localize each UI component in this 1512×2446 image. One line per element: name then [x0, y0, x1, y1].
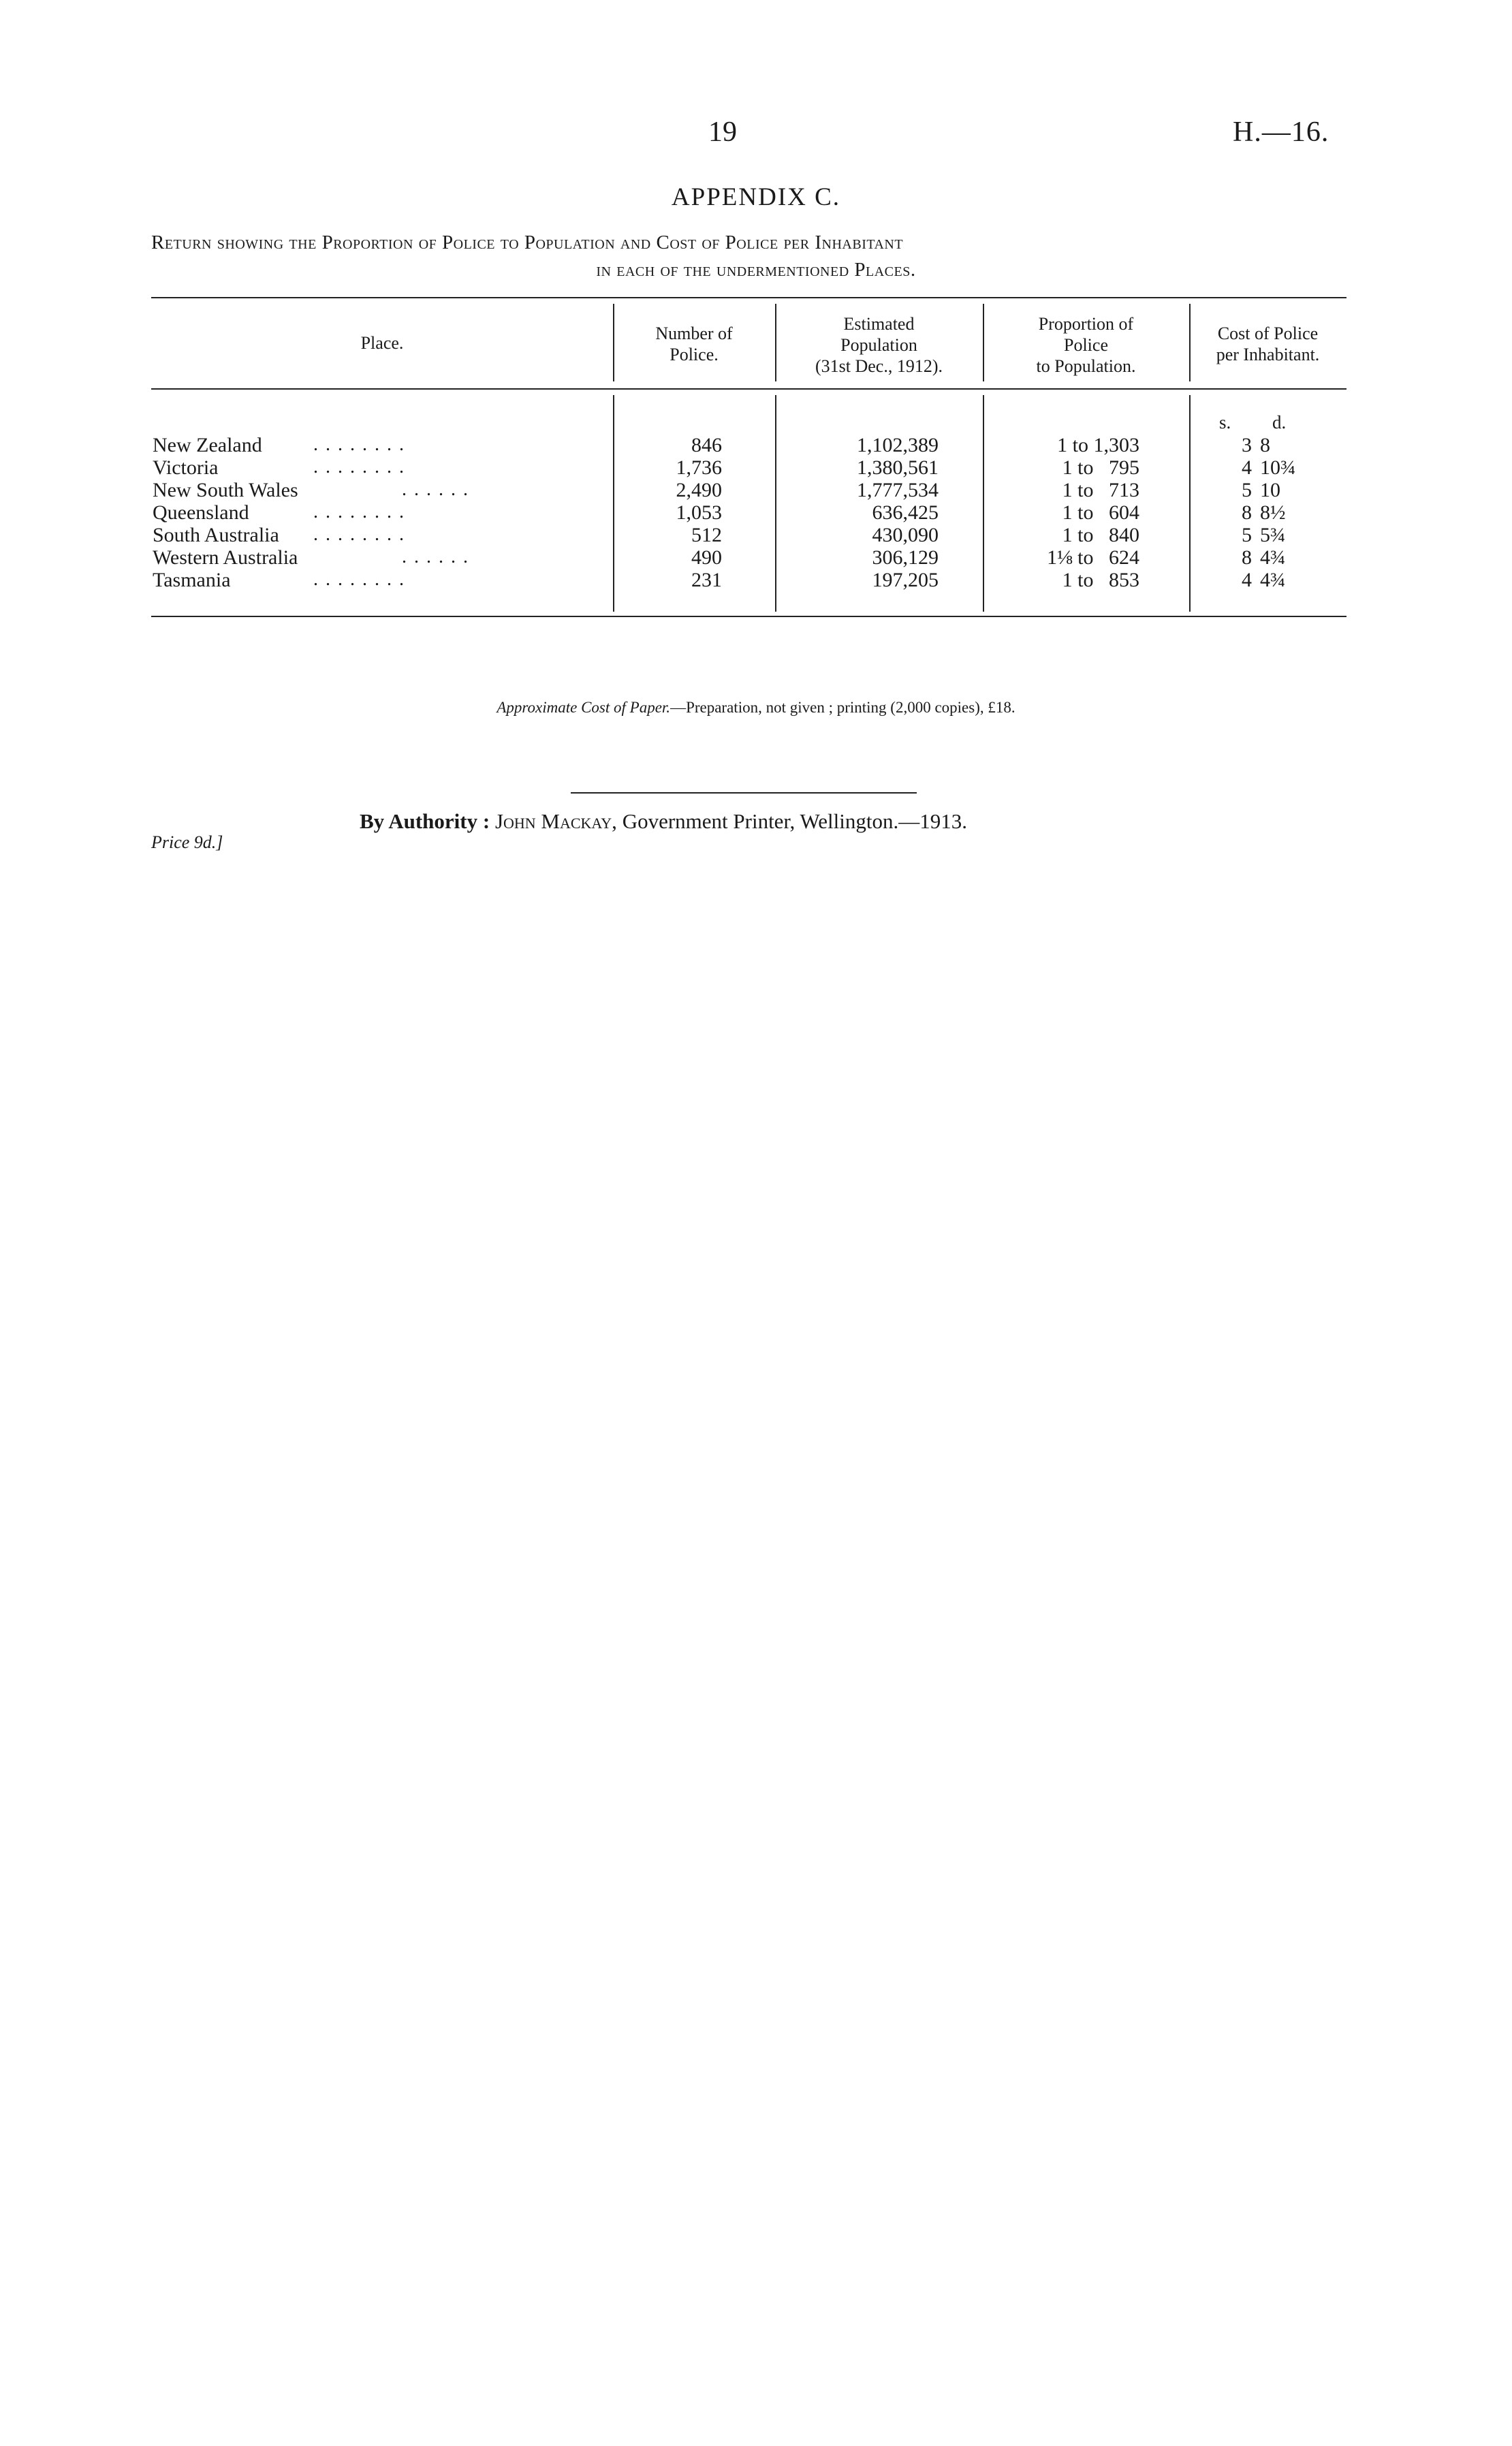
row-cost-pence: 10¾: [1260, 456, 1296, 479]
appendix-title: APPENDIX C.: [671, 183, 841, 211]
row-police: 490: [691, 546, 722, 569]
header-police-line: Number of: [655, 324, 733, 343]
leader-dots: . . . . . .: [402, 546, 469, 567]
row-cost-shillings: 8: [1242, 501, 1252, 524]
row-cost-pence: 4¾: [1260, 546, 1286, 569]
printer-imprint: [360, 809, 967, 834]
row-police: 231: [691, 569, 722, 591]
header-police-line: Police.: [670, 345, 719, 364]
header-cost: [1189, 323, 1346, 365]
leader-dots: . . . . . . . .: [313, 501, 405, 522]
row-cost-shillings: 3: [1242, 434, 1252, 456]
row-place: Western Australia: [153, 546, 298, 569]
row-place: Queensland: [153, 501, 249, 524]
row-cost-shillings: 5: [1242, 479, 1252, 501]
return-title-line-2: in each of the undermentioned Places.: [596, 259, 916, 281]
row-cost-pence: 8: [1260, 434, 1270, 456]
page-number: 19: [708, 116, 737, 148]
row-proportion: 1⅛ to 624: [1047, 546, 1139, 569]
row-cost-shillings: 4: [1242, 456, 1252, 479]
row-population: 1,777,534: [857, 479, 939, 501]
column-divider: [1189, 395, 1191, 612]
row-place: Tasmania: [153, 569, 231, 591]
row-cost-pence: 10: [1260, 479, 1280, 501]
header-population-line: (31st Dec., 1912).: [815, 356, 943, 376]
header-cost-line: Cost of Police: [1217, 324, 1319, 343]
row-place: Victoria: [153, 456, 219, 479]
printer-details: Government Printer, Wellington.—1913.: [622, 809, 967, 833]
row-population: 430,090: [872, 524, 939, 546]
header-police: [613, 323, 775, 365]
header-proportion-line: Police: [1064, 335, 1108, 355]
row-place: New South Wales: [153, 479, 298, 501]
header-proportion-line: to Population.: [1036, 356, 1136, 376]
cost-unit-pence: d.: [1272, 412, 1287, 433]
header-place-text: Place.: [360, 333, 404, 353]
row-population: 1,102,389: [857, 434, 939, 456]
row-population: 306,129: [872, 546, 939, 569]
row-cost-shillings: 5: [1242, 524, 1252, 546]
row-proportion: 1 to 713: [1062, 479, 1139, 501]
row-police: 846: [691, 434, 722, 456]
row-place: New Zealand: [153, 434, 262, 456]
cost-unit-shillings: s.: [1219, 412, 1231, 433]
row-cost-pence: 4¾: [1260, 569, 1286, 591]
header-proportion-line: Proportion of: [1038, 314, 1134, 334]
table-header-rule: [151, 388, 1346, 390]
row-population: 636,425: [872, 501, 939, 524]
table-top-rule: [151, 297, 1346, 298]
paper-cost-note: [0, 699, 1512, 717]
row-cost-pence: 5¾: [1260, 524, 1286, 546]
row-proportion: 1 to 840: [1062, 524, 1139, 546]
imprint-rule: [571, 792, 917, 794]
row-police: 1,053: [676, 501, 722, 524]
row-proportion: 1 to 1,303: [1057, 434, 1139, 456]
authority-prefix: By Authority :: [360, 809, 490, 833]
row-cost-shillings: 8: [1242, 546, 1252, 569]
header-population-line: Population: [840, 335, 917, 355]
row-population: 197,205: [872, 569, 939, 591]
row-population: 1,380,561: [857, 456, 939, 479]
printer-name: John Mackay,: [494, 809, 617, 833]
header-place: [151, 332, 613, 354]
header-cost-line: per Inhabitant.: [1216, 345, 1320, 364]
return-title-line-1: Return showing the Proportion of Police to Population and Cost of Police per Inhabitant: [151, 232, 904, 253]
row-cost-shillings: 4: [1242, 569, 1252, 591]
document-code: H.—16.: [1233, 116, 1329, 148]
leader-dots: . . . . . . . .: [313, 456, 405, 477]
paper-cost-label: Approximate Cost of Paper.: [497, 699, 671, 716]
row-cost-pence: 8½: [1260, 501, 1286, 524]
row-place: South Australia: [153, 524, 279, 546]
row-police: 1,736: [676, 456, 722, 479]
price-note: Price 9d.]: [151, 832, 223, 852]
header-proportion: [983, 313, 1189, 377]
leader-dots: . . . . . . . .: [313, 434, 405, 455]
leader-dots: . . . . . .: [402, 479, 469, 500]
header-population-line: Estimated: [843, 314, 915, 334]
row-proportion: 1 to 604: [1062, 501, 1139, 524]
paper-cost-text: —Preparation, not given ; printing (2,000 copies), £18.: [670, 699, 1015, 716]
leader-dots: . . . . . . . .: [313, 524, 405, 545]
table-bottom-rule: [151, 616, 1346, 617]
row-police: 2,490: [676, 479, 722, 501]
row-proportion: 1 to 795: [1062, 456, 1139, 479]
row-police: 512: [691, 524, 722, 546]
leader-dots: . . . . . . . .: [313, 569, 405, 590]
row-proportion: 1 to 853: [1062, 569, 1139, 591]
header-population: [775, 313, 983, 377]
